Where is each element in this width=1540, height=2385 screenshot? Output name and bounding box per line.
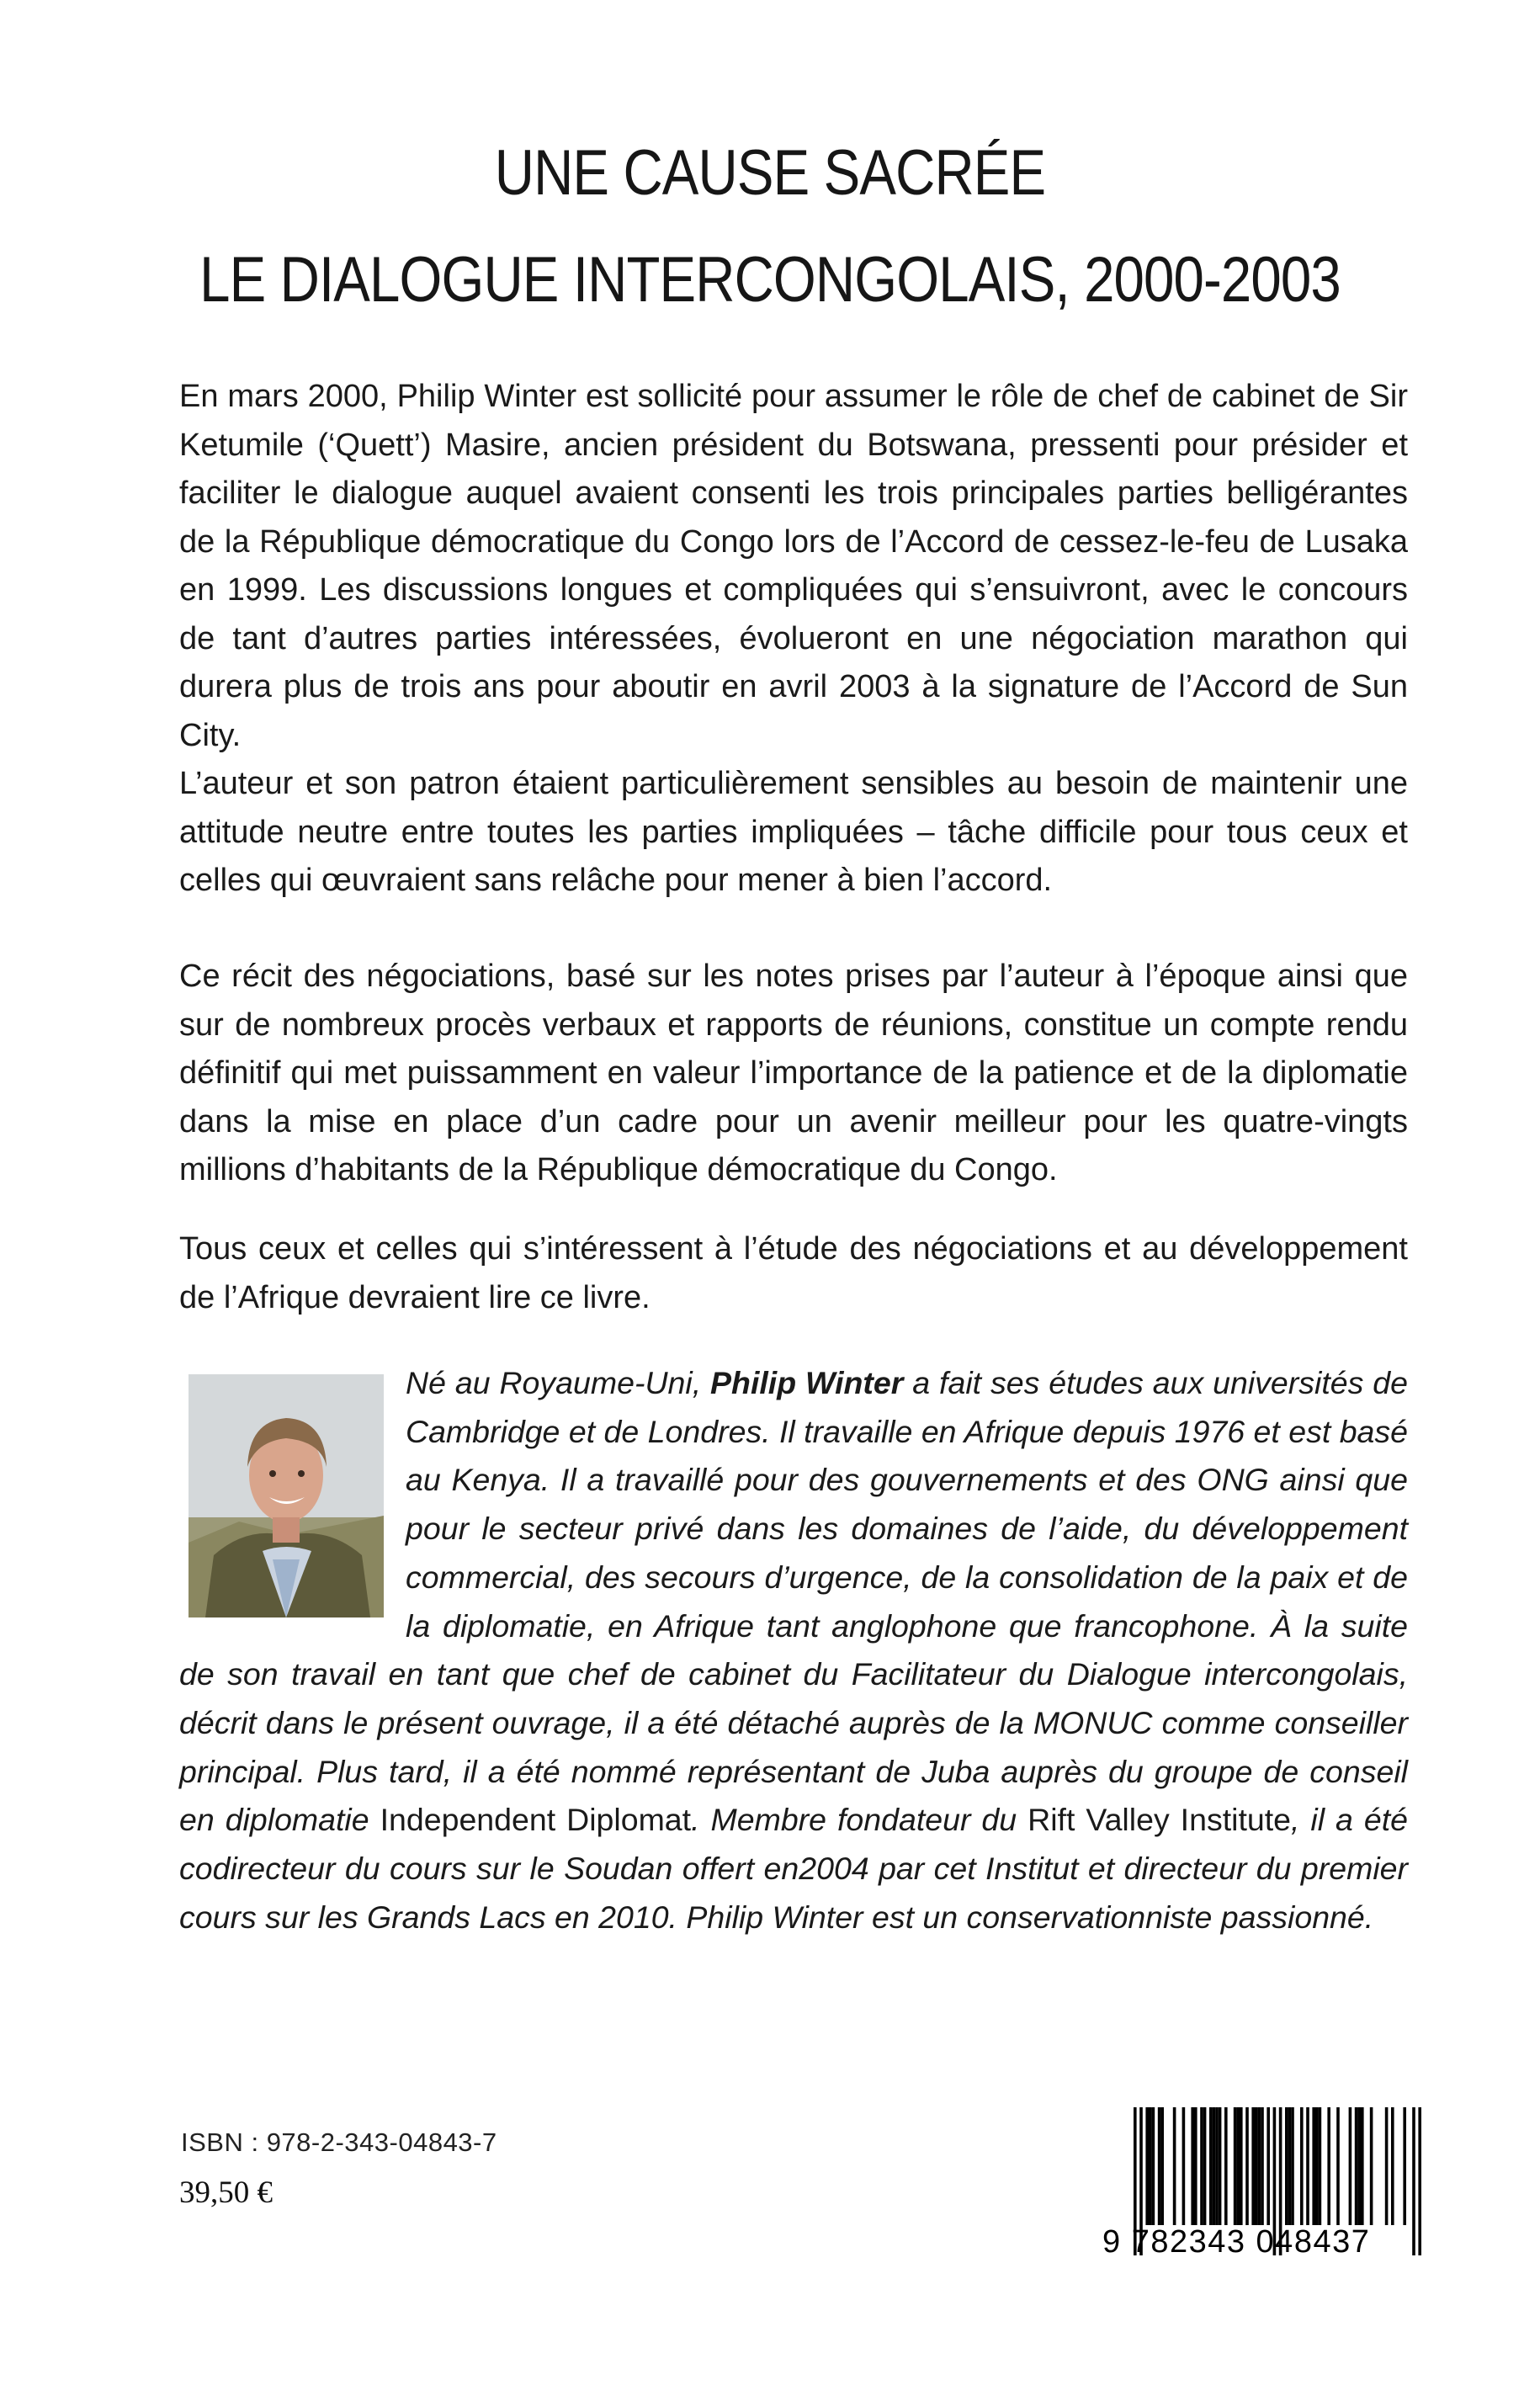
barcode-bar [1209, 2107, 1213, 2225]
author-photo [189, 1374, 384, 1617]
bio-org-independent-diplomat: Independent Diplomat [369, 1802, 692, 1838]
barcode-bar [1245, 2107, 1249, 2225]
barcode-bar [1349, 2107, 1352, 2225]
bio-author-name: Philip Winter [710, 1365, 904, 1400]
barcode-bar [1336, 2107, 1340, 2225]
barcode-bar [1191, 2107, 1194, 2225]
barcode-bar [1267, 2107, 1270, 2225]
bio-text-end: , il a été codirecteur du cours sur le Soudan offert en2004 par cet Institut et directeur du premier cours sur les Grands Lacs en 2010. Philip Winter est un conservationniste passionné. [179, 1802, 1409, 1935]
bio-org-rift-valley: Rift Valley Institute [1028, 1802, 1292, 1838]
barcode-bar [1312, 2107, 1315, 2225]
barcode-bar [1285, 2107, 1288, 2225]
barcode-bar [1355, 2107, 1358, 2225]
barcode-bar [1370, 2107, 1373, 2225]
barcode-bar [1258, 2107, 1261, 2225]
barcode-bar [1300, 2107, 1304, 2225]
bio-text-founder: . Membre fondateur du [691, 1802, 1028, 1838]
barcode-bar [1357, 2107, 1361, 2225]
barcode-bar [1288, 2107, 1292, 2225]
barcode-bar [1319, 2107, 1322, 2225]
barcode-bar [1158, 2107, 1161, 2225]
barcode-bar [1213, 2107, 1216, 2225]
barcode-bar [1215, 2107, 1219, 2225]
barcode-bar [1160, 2107, 1164, 2225]
barcode-bar [1261, 2107, 1264, 2225]
barcode-bar [1391, 2107, 1394, 2225]
barcode-bar [1240, 2107, 1243, 2225]
bio-text-main: a fait ses études aux universités de Cambridge et de Londres. Il travaille en Afrique depuis 1976 et est basé au Kenya. Il a travaillé pour des gouvernements et des ONG ainsi que pour le secteur privé dans les domaines de l’aide, du développement commercial, des secours d’urgence, de la consolidation de la paix et de la diplomatie, en Afrique tant anglophone que francophone. À la suite de son travail en tant que chef de cabinet du Facilitateur du Dialogue intercongolais, décrit dans le présent ouvrage, il a été détaché auprès de la MONUC comme conseiller principal. Plus tard, il a été nommé représentant de Juba auprès du groupe de conseil en diplomatie [179, 1365, 1409, 1838]
synopsis-paragraph-1: En mars 2000, Philip Winter est sollicité pour assumer le rôle de chef de cabinet de Sir Ketumile (‘Quett’) Masire, ancien président du Botswana, pressenti pour présider et faciliter le dialogue auquel avaient consenti les trois principales parties belligérantes de la République démocratique du Congo lors de l’Accord de cessez-le-feu de Lusaka en 1999. Les discussions longues et compliquées qui s’ensuivront, avec le concours de tant d’autres parties intéressées, évolueront en une négociation marathon qui durera plus de trois ans pour aboutir en avril 2003 à la signature de l’Accord de Sun City. [179, 379, 1408, 753]
barcode-bar [1306, 2107, 1309, 2225]
synopsis-paragraph-4: Tous ceux et celles qui s’intéressent à l’étude des négociations et au développement de l’Afrique devraient lire ce livre. [179, 1231, 1408, 1315]
barcode-bar [1203, 2107, 1207, 2225]
isbn-label: ISBN : 978-2-343-04843-7 [181, 2127, 497, 2157]
book-title: UNE CAUSE SACRÉE [494, 137, 1046, 209]
barcode-bar [1255, 2107, 1258, 2225]
barcode-bar [1145, 2107, 1149, 2225]
barcode-bar [1327, 2107, 1330, 2225]
barcode-bar [1152, 2107, 1155, 2225]
book-subtitle: LE DIALOGUE INTERCONGOLAIS, 2000-2003 [199, 244, 1341, 316]
synopsis-paragraph-2: L’auteur et son patron étaient particulièrement sensibles au besoin de maintenir une attitude neutre entre toutes les parties impliquées – tâche difficile pour tous ceux et celles qui œuvraient sans relâche pour mener à bien l’accord. [179, 766, 1408, 898]
barcode-bar [1219, 2107, 1222, 2225]
barcode-digits: 9 782343 048437 [1102, 2224, 1371, 2260]
barcode-bar [1385, 2107, 1389, 2225]
barcode-bar [1236, 2107, 1240, 2225]
author-bio [179, 1359, 1408, 1941]
barcode-bar [1182, 2107, 1186, 2225]
barcode-bar [1200, 2107, 1203, 2225]
barcode-bar [1194, 2107, 1197, 2225]
price-label: 39,50 € [179, 2175, 273, 2210]
barcode-bar [1315, 2107, 1319, 2225]
barcode-bar [1149, 2107, 1152, 2225]
barcode-bar [1251, 2107, 1255, 2225]
synopsis-paragraph-3: Ce récit des négociations, basé sur les notes prises par l’auteur à l’époque ainsi que sur de nombreux procès verbaux et rapports de réunions, constitue un compte rendu définitif qui met puissamment en valeur l’importance de la patience et de la diplomatie dans la mise en place d’un cadre pour un avenir meilleur pour les quatre-vingts millions d’habitants de la République démocratique du Congo. [179, 959, 1408, 1187]
barcode-bar [1403, 2107, 1406, 2225]
barcode-bar [1291, 2107, 1294, 2225]
bio-intro-text: Né au Royaume-Uni, [406, 1365, 711, 1400]
barcode-bar [1361, 2107, 1364, 2225]
barcode-bar [1234, 2107, 1237, 2225]
barcode-bar [1224, 2107, 1228, 2225]
barcode-bar [1173, 2107, 1176, 2225]
